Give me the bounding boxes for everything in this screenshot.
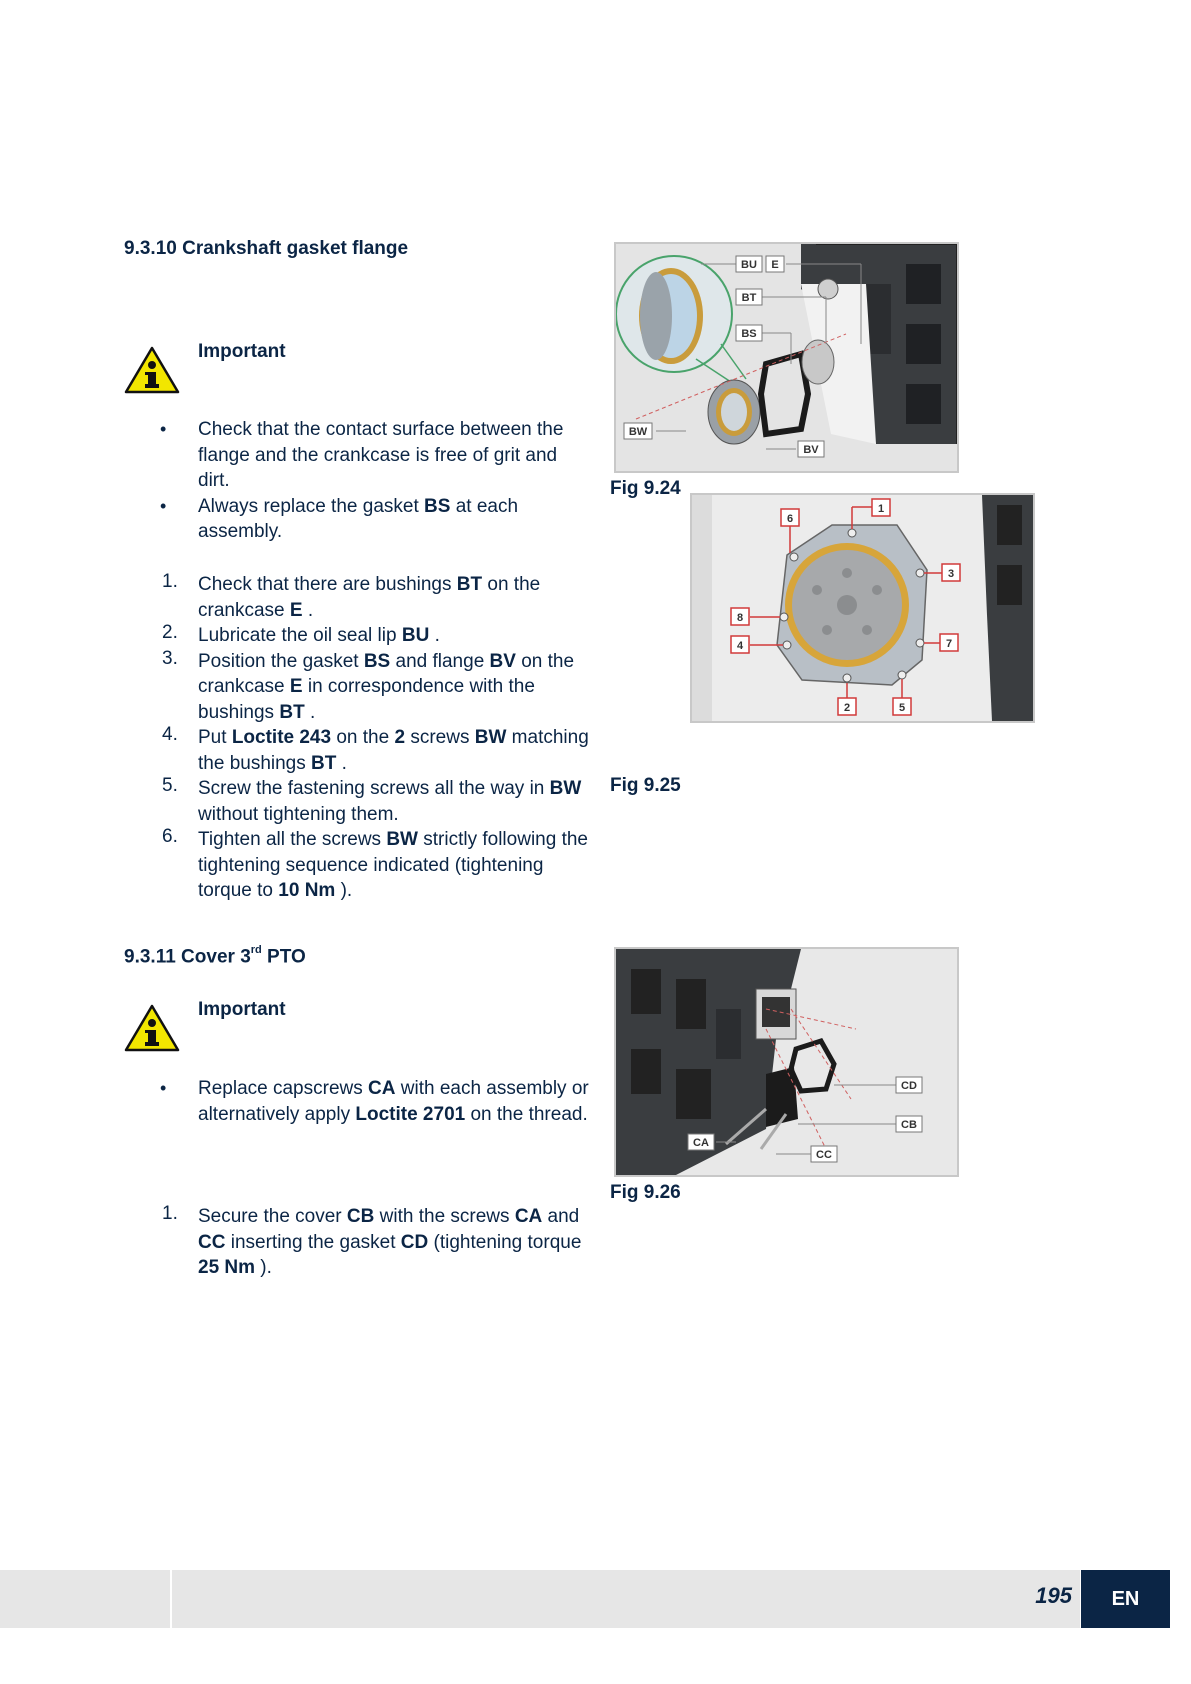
step-number: 3. <box>162 647 178 669</box>
bold-term: CA <box>514 1206 543 1227</box>
figure-9-25-caption: Fig 9.25 <box>610 775 681 796</box>
step-item <box>160 725 590 776</box>
bold-term: BU <box>401 625 430 646</box>
step-number: 6. <box>162 826 178 847</box>
bold-term: BS <box>363 650 391 672</box>
callout-bt: BT <box>741 292 757 304</box>
bullet-list <box>160 417 590 545</box>
page-number: 195 <box>1035 1583 1072 1608</box>
bold-term: BT <box>311 752 337 774</box>
callout-4: 4 <box>736 640 744 652</box>
section-title-crankshaft-gasket-flange: 9.3.10 Crankshaft gasket flange <box>124 238 409 259</box>
bold-term: CA <box>368 1078 396 1099</box>
callout-6: 6 <box>786 513 794 525</box>
bullet-icon: • <box>160 495 167 516</box>
step-number: 1. <box>162 571 178 592</box>
callout-bw: BW <box>628 426 648 438</box>
step-item <box>160 623 590 649</box>
footer-bar <box>172 1570 1080 1628</box>
warning-info-icon <box>124 345 180 395</box>
bold-term: 2 <box>394 727 406 748</box>
bold-term: E <box>289 599 303 621</box>
bold-term: BW <box>386 829 418 850</box>
step-text: Put Loctite 243 on the 2 screws BW matching the bushings BT . <box>198 727 589 774</box>
important-heading: Important <box>198 999 286 1020</box>
section-title-superscript: rd <box>250 944 262 956</box>
footer-bar-left <box>0 1570 170 1628</box>
callout-bs: BS <box>741 328 757 340</box>
callout-ca: CA <box>693 1137 709 1149</box>
step-list <box>160 572 590 904</box>
bold-term: BS <box>424 495 451 517</box>
step-text: Secure the cover CB with the screws CA and CC inserting the gasket CD (tightening torque 25 Nm ). <box>198 1206 582 1278</box>
callout-7: 7 <box>945 638 953 650</box>
bold-term: BW <box>549 778 582 799</box>
figure-9-26-caption: Fig 9.26 <box>610 1182 681 1203</box>
section-title-text: 9.3.11 Cover 3 <box>124 946 251 968</box>
callout-8: 8 <box>736 612 744 624</box>
warning-info-icon <box>124 1003 180 1053</box>
step-number: 5. <box>162 775 178 796</box>
callout-1: 1 <box>877 503 885 515</box>
bold-term: CC <box>198 1231 226 1253</box>
step-text: Check that there are bushings BT on the crankcase E . <box>198 574 541 621</box>
bold-term: 25 Nm <box>198 1257 256 1278</box>
figure-9-26-image <box>614 947 959 1177</box>
bold-term: 10 Nm <box>278 880 336 901</box>
bold-term: E <box>289 676 303 697</box>
step-item <box>160 1204 590 1281</box>
step-list <box>160 1204 590 1281</box>
bold-term: CB <box>346 1206 375 1227</box>
step-item <box>160 572 590 623</box>
callout-3: 3 <box>947 568 955 580</box>
callout-bv: BV <box>803 444 819 456</box>
bold-term: CD <box>400 1231 429 1253</box>
step-item <box>160 776 590 827</box>
figure-9-25-image <box>690 493 1035 723</box>
figure-9-24-image <box>614 242 959 473</box>
language-tab: EN <box>1081 1570 1170 1628</box>
step-text: Position the gasket BS and flange BV on the crankcase E in correspondence with the bushings BT . <box>198 650 575 723</box>
bullet-text: Always replace the gasket BS at each assembly. <box>198 495 519 542</box>
bold-term: Loctite 243 <box>231 727 332 748</box>
step-item <box>160 649 590 726</box>
section-title-cover-3rd-pto <box>124 946 306 968</box>
bullet-item <box>160 417 590 494</box>
step-number: 4. <box>162 724 178 745</box>
step-text: Tighten all the screws BW strictly following the tightening sequence indicated (tightening torque to 10 Nm ). <box>198 829 588 901</box>
important-heading: Important <box>198 341 286 362</box>
callout-e: E <box>771 259 779 271</box>
bullet-item <box>160 494 590 545</box>
bullet-list <box>160 1076 590 1127</box>
callout-cb: CB <box>901 1119 917 1131</box>
step-number: 1. <box>162 1203 178 1224</box>
bold-term: BT <box>279 701 305 723</box>
step-text: Screw the fastening screws all the way in BW without tightening them. <box>198 778 582 825</box>
bullet-item <box>160 1076 590 1127</box>
bullet-text: Check that the contact surface between the flange and the crankcase is free of grit and dirt. <box>198 419 564 491</box>
step-text: Lubricate the oil seal lip BU . <box>198 625 440 646</box>
callout-cd: CD <box>901 1080 917 1092</box>
callout-cc: CC <box>816 1149 832 1161</box>
step-item <box>160 827 590 904</box>
bullet-icon: • <box>160 1078 167 1098</box>
bold-term: Loctite 2701 <box>355 1103 466 1125</box>
step-number: 2. <box>162 622 178 643</box>
bullet-text: Replace capscrews CA with each assembly or alternatively apply Loctite 2701 on the thread. <box>198 1078 589 1125</box>
bullet-icon: • <box>160 419 167 439</box>
bold-term: BW <box>474 727 507 748</box>
section-title-suffix: PTO <box>261 946 306 968</box>
callout-5: 5 <box>898 702 906 714</box>
bold-term: BV <box>489 650 516 672</box>
callout-2: 2 <box>843 702 851 714</box>
callout-bu: BU <box>741 259 757 271</box>
figure-9-24-caption: Fig 9.24 <box>610 478 681 499</box>
bold-term: BT <box>456 574 483 595</box>
